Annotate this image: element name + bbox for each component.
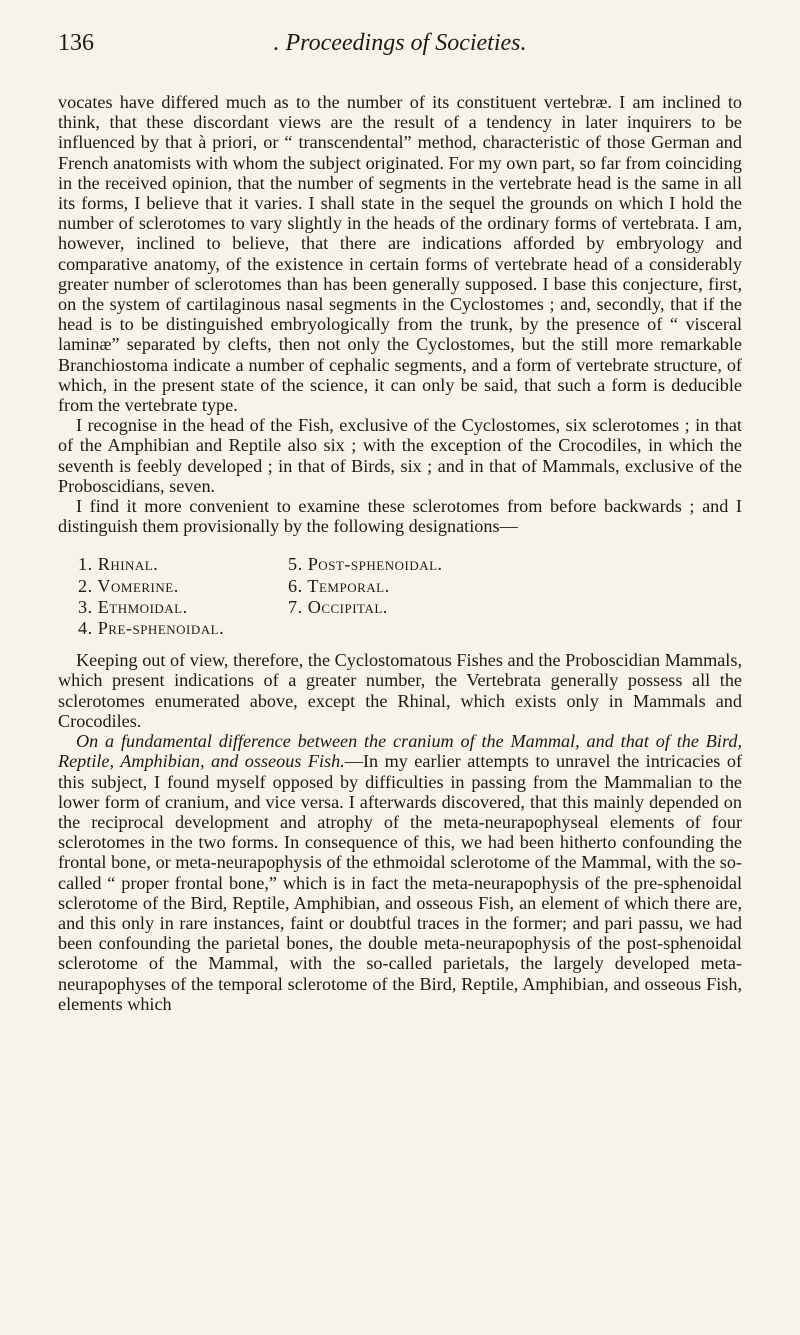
page-header <box>58 30 742 70</box>
list-item: 7. Occipital. <box>288 596 388 617</box>
list-spacer <box>288 618 528 638</box>
list-item: 6. Temporal. <box>288 575 390 596</box>
section-heading: On a fundamental difference between the cranium of the Mammal, and that of the Bird, Reptile, Amphibian, and osseous Fish. <box>58 731 742 772</box>
paragraph-2: I recognise in the head of the Fish, exclusive of the Cyclostomes, six sclerotomes ; in that of the Amphibian and Reptile also six ; with the exception of the Crocodiles, in which the seventh is feebly developed ; in that of Birds, six ; and in that of Mammals, exclusive of the Proboscidians, seven. <box>58 415 742 496</box>
list-item: 5. Post-sphenoidal. <box>288 554 443 575</box>
running-head: . Proceedings of Societies. <box>273 30 527 56</box>
sclerotome-list <box>78 554 742 638</box>
paragraph-1: vocates have differed much as to the number of its constituent vertebræ. I am inclined to think, that these discordant views are the result of a tendency in later inquirers to be influenced by that à priori, or “ transcendental” method, characteristic of those German and French anatomists with whom the subject originated. For my own part, so far from coinciding in the received opinion, that the number of segments in the vertebrate head is the same in all its forms, I believe that it varies. I shall state in the sequel the grounds on which I hold the number of sclerotomes to vary slightly in the heads of the ordinary forms of vertebrata. I am, however, inclined to believe, that there are indications afforded by embryology and comparative anatomy, of the existence in certain forms of vertebrate head of a considerably greater number of sclerotomes than has been generally supposed. I base this conjecture, first, on the system of cartilaginous nasal segments in the Cyclostomes ; and, secondly, that if the head is to be distinguished embryologically from the trunk, by the presence of “ visceral laminæ” separated by clefts, then not only the Cyclostomes, but the still more remarkable Branchiostoma indicate a number of cephalic segments, and a form of vertebrate structure, of which, in the present state of the science, it can only be said, that such a form is deducible from the vertebrate type. <box>58 92 742 416</box>
list-item: 3. Ethmoidal. <box>78 596 188 617</box>
list-item: 1. Rhinal. <box>78 554 159 575</box>
list-item: 2. Vomerine. <box>78 575 179 596</box>
page-number: 136 <box>58 30 94 56</box>
list-item: 4. Pre-sphenoidal. <box>78 618 225 639</box>
paragraph-5 <box>58 731 742 1014</box>
section-text: —In my earlier attempts to unravel the intricacies of this subject, I found myself opposed by difficulties in passing from the Mammalian to the lower form of cranium, and vice versa. I afterwards discovered, that this mainly depended on the reciprocal development and atrophy of the meta-neurapophyseal elements of four sclerotomes in the two forms. In consequence of this, we had been hitherto confounding the frontal bone, or meta-neurapophysis of the ethmoidal sclerotome of the Mammal, with the so-called “ proper frontal bone,” which is in fact the meta-neurapophysis of the pre-sphenoidal sclerotome of the Bird, Reptile, Amphibian, and osseous Fish, an element of which there are, and this only in rare instances, faint or doubtful traces in the former; and pari passu, we had been confounding the parietal bones, the double meta-neurapophysis of the post-sphenoidal sclerotome of the Mammal, with the so-called parietals, the largely developed meta-neurapophyses of the temporal sclerotome of the Bird, Reptile, Amphibian, and osseous Fish, elements which <box>58 751 743 1014</box>
body-text <box>58 92 742 1014</box>
paragraph-4: Keeping out of view, therefore, the Cyclostomatous Fishes and the Proboscidian Mammals, which present indications of a greater number, the Vertebrata generally possess all the sclerotomes enumerated above, except the Rhinal, which exists only in Mammals and Crocodiles. <box>58 650 742 731</box>
paragraph-3: I find it more convenient to examine these sclerotomes from before backwards ; and I distinguish them provisionally by the following designations— <box>58 496 742 537</box>
